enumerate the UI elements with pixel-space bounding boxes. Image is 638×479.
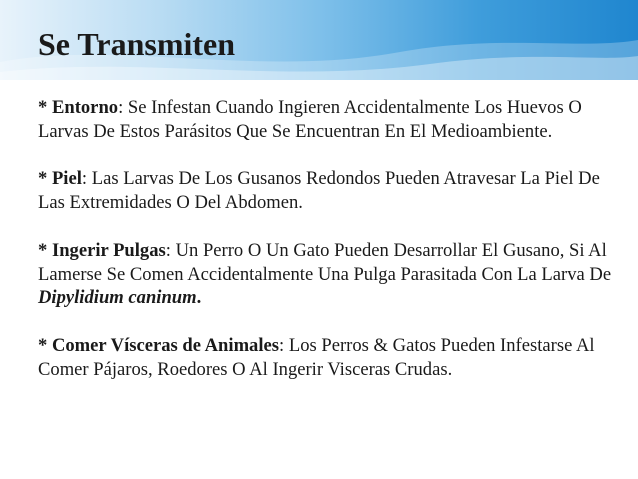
item-term: Entorno <box>51 97 119 118</box>
slide-title: Se Transmiten <box>38 26 236 62</box>
bullet-marker: * <box>38 97 52 118</box>
item-term: Piel <box>51 168 82 190</box>
item-text: : Los Perros & Gatos Pueden Infestarse Al Comer Pájaros, Roedores O Al Ingerir Visceras Crudas. <box>38 334 595 380</box>
item-text: : Un Perro O Un Gato Pueden Desarrollar El Gusano, Si Al Lamerse Se Comen Accidentalmente Una Pulga Parasitada Con La Larva De <box>38 239 612 285</box>
item-end: . <box>196 287 202 309</box>
list-item-entorno <box>38 96 613 144</box>
bullet-marker: * <box>38 239 52 261</box>
item-text: : Las Larvas De Los Gusanos Redondos Pueden Atravesar La Piel De Las Extremidades O Del Abdomen. <box>38 168 600 214</box>
item-term: Comer Vísceras de Animales <box>51 334 280 356</box>
bullet-marker: * <box>38 334 52 356</box>
item-text: : Se Infestan Cuando Ingieren Accidentalmente Los Huevos O Larvas De Estos Parásitos Que Se Encuentran En El Medioambiente. <box>38 97 582 142</box>
slide-body <box>38 96 613 382</box>
list-item-comer-visceras <box>38 334 613 382</box>
item-term: Ingerir Pulgas <box>51 239 166 261</box>
bullet-marker: * <box>38 168 52 190</box>
list-item-ingerir-pulgas <box>38 239 613 310</box>
list-item-piel <box>38 167 613 215</box>
species-name: Dipylidium caninum <box>38 287 197 309</box>
